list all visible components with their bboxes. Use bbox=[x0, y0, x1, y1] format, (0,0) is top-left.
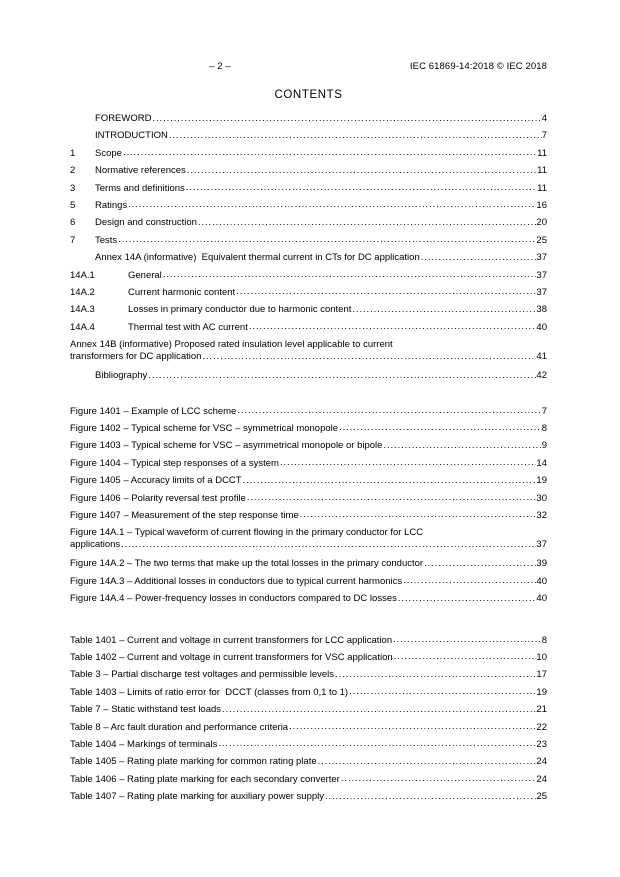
toc-entry[interactable] bbox=[70, 267, 547, 284]
toc-entry-number: 3 bbox=[70, 182, 76, 194]
table-of-contents bbox=[70, 110, 547, 805]
toc-entry-label: Table 7 – Static withstand test loads bbox=[70, 704, 222, 716]
toc-entry[interactable] bbox=[70, 336, 547, 367]
toc-entry-number: 14A.3 bbox=[70, 304, 95, 316]
toc-entry[interactable] bbox=[70, 319, 547, 336]
toc-entry[interactable] bbox=[70, 753, 547, 770]
toc-entry[interactable] bbox=[70, 127, 547, 144]
toc-entry-label-line2: applications bbox=[70, 539, 121, 551]
toc-dot-leader bbox=[289, 718, 536, 735]
toc-entry-page-number: 11 bbox=[537, 182, 547, 194]
toc-entry-page-number: 24 bbox=[536, 773, 547, 785]
toc-entry-label: Thermal test with AC current bbox=[128, 321, 248, 333]
toc-entry-label: Table 1405 – Rating plate marking for common rating plate bbox=[70, 756, 317, 768]
toc-entry-label: Figure 1407 – Measurement of the step response time bbox=[70, 509, 299, 521]
toc-dot-leader bbox=[280, 454, 536, 471]
toc-entry-label: Design and construction bbox=[95, 217, 197, 229]
toc-dot-leader bbox=[236, 283, 536, 300]
page-number-marker: – 2 – bbox=[209, 61, 231, 72]
toc-dot-leader bbox=[186, 179, 537, 196]
toc-entry-page-number: 25 bbox=[536, 791, 547, 803]
toc-dot-leader bbox=[403, 572, 536, 589]
toc-dot-leader bbox=[118, 231, 536, 248]
toc-entry-page-number: 4 bbox=[541, 113, 547, 124]
toc-entry-page-number: 11 bbox=[537, 165, 547, 177]
toc-dot-leader bbox=[300, 506, 537, 523]
toc-dot-leader bbox=[128, 196, 536, 213]
toc-dot-leader bbox=[249, 318, 537, 335]
toc-entry-page-number: 20 bbox=[536, 217, 547, 229]
toc-dot-leader bbox=[394, 648, 537, 665]
toc-dot-leader bbox=[152, 110, 541, 127]
toc-dot-leader bbox=[335, 666, 536, 683]
toc-entry-page-number: 40 bbox=[536, 321, 547, 333]
toc-dot-leader bbox=[218, 735, 536, 752]
toc-dot-leader bbox=[393, 631, 542, 648]
toc-entry[interactable] bbox=[70, 555, 547, 572]
toc-entry-label: Table 1403 – Limits of ratio error for DCCT (classes from 0,1 to 1) bbox=[70, 686, 349, 698]
toc-entry-page-number: 40 bbox=[536, 575, 547, 587]
toc-entry-label: Terms and definitions bbox=[95, 182, 185, 194]
toc-entry-page-number: 8 bbox=[541, 422, 547, 434]
toc-entry-label: Figure 1401 – Example of LCC scheme bbox=[70, 405, 237, 417]
toc-dot-leader bbox=[424, 555, 536, 572]
toc-entry[interactable] bbox=[70, 232, 547, 249]
toc-dot-leader bbox=[339, 419, 542, 436]
toc-entry[interactable] bbox=[70, 455, 547, 472]
toc-entry-label-line1: Annex 14B (informative) Proposed rated insulation level applicable to current bbox=[70, 338, 393, 350]
toc-dot-leader bbox=[325, 788, 536, 805]
toc-entry-page-number: 41 bbox=[536, 351, 547, 363]
toc-group-main bbox=[70, 110, 547, 385]
toc-entry-page-number: 37 bbox=[536, 252, 547, 264]
toc-entry[interactable] bbox=[70, 788, 547, 805]
toc-dot-leader bbox=[163, 266, 537, 283]
toc-entry-label: Table 3 – Partial discharge test voltages and permissible levels bbox=[70, 669, 335, 681]
toc-entry-label: General bbox=[128, 269, 162, 281]
toc-entry[interactable] bbox=[70, 590, 547, 607]
toc-entry[interactable] bbox=[70, 719, 547, 736]
toc-entry[interactable] bbox=[70, 145, 547, 162]
toc-entry-page-number: 32 bbox=[536, 509, 547, 521]
toc-entry-label: Figure 14A.3 – Additional losses in conductors due to typical current harmonics bbox=[70, 575, 403, 587]
page-header bbox=[70, 60, 547, 74]
toc-entry[interactable] bbox=[70, 666, 547, 683]
toc-dot-leader bbox=[187, 162, 537, 179]
toc-entry-number: 5 bbox=[70, 199, 76, 211]
toc-entry-label: Table 1402 – Current and voltage in current transformers for VSC application bbox=[70, 651, 393, 663]
toc-entry-page-number: 37 bbox=[536, 286, 547, 298]
toc-entry-page-number: 9 bbox=[541, 440, 547, 452]
toc-entry-page-number: 30 bbox=[536, 492, 547, 504]
toc-entry-page-number: 37 bbox=[536, 539, 547, 551]
toc-entry-label: Table 1406 – Rating plate marking for each secondary converter bbox=[70, 773, 340, 785]
toc-entry-page-number: 37 bbox=[536, 269, 547, 281]
toc-dot-leader bbox=[237, 402, 541, 419]
toc-entry-label: Figure 1402 – Typical scheme for VSC – symmetrical monopole bbox=[70, 422, 339, 434]
toc-entry-page-number: 38 bbox=[536, 304, 547, 316]
toc-entry[interactable] bbox=[70, 301, 547, 318]
toc-entry-label: Figure 14A.2 – The two terms that make up the total losses in the primary conductor bbox=[70, 558, 424, 570]
toc-entry[interactable] bbox=[70, 632, 547, 649]
toc-entry-label: Table 8 – Arc fault duration and performance criteria bbox=[70, 721, 289, 733]
toc-group-figures bbox=[70, 403, 547, 608]
toc-dot-leader bbox=[421, 249, 537, 266]
toc-entry-label: Figure 1403 – Typical scheme for VSC – asymmetrical monopole or bipole bbox=[70, 440, 383, 452]
toc-entry[interactable] bbox=[70, 110, 547, 127]
toc-entry-page-number: 14 bbox=[536, 457, 547, 469]
toc-entry-label: Bibliography bbox=[95, 370, 148, 382]
toc-entry-number: 2 bbox=[70, 165, 76, 177]
toc-entry-label: Table 1401 – Current and voltage in current transformers for LCC application bbox=[70, 634, 393, 646]
toc-entry-page-number: 7 bbox=[541, 405, 547, 417]
page-title: CONTENTS bbox=[274, 89, 343, 101]
toc-entry-page-number: 19 bbox=[536, 686, 547, 698]
toc-entry[interactable] bbox=[70, 736, 547, 753]
toc-dot-leader bbox=[198, 214, 537, 231]
toc-entry[interactable] bbox=[70, 573, 547, 590]
toc-entry[interactable] bbox=[70, 701, 547, 718]
toc-entry-number: 7 bbox=[70, 234, 76, 246]
toc-entry-label: FOREWORD bbox=[95, 113, 152, 124]
toc-dot-leader bbox=[202, 350, 536, 364]
toc-dot-leader bbox=[383, 437, 541, 454]
toc-entry-page-number: 25 bbox=[536, 234, 547, 246]
toc-entry-number: 14A.4 bbox=[70, 321, 95, 333]
toc-entry-number: 14A.1 bbox=[70, 269, 95, 281]
toc-entry-number: 6 bbox=[70, 217, 76, 229]
toc-entry-label: Losses in primary conductor due to harmonic content bbox=[128, 304, 352, 316]
document-reference: IEC 61869-14:2018 © IEC 2018 bbox=[409, 61, 547, 72]
toc-entry[interactable] bbox=[70, 403, 547, 420]
toc-entry-page-number: 16 bbox=[536, 199, 547, 211]
toc-entry[interactable] bbox=[70, 180, 547, 197]
toc-entry[interactable] bbox=[70, 249, 547, 266]
toc-dot-leader bbox=[121, 538, 536, 552]
toc-dot-leader bbox=[123, 144, 537, 161]
toc-entry-label-line1: Figure 14A.1 – Typical waveform of current flowing in the primary conductor for LCC bbox=[70, 526, 424, 538]
toc-entry-label: Figure 1406 – Polarity reversal test profile bbox=[70, 492, 246, 504]
toc-entry-page-number: 11 bbox=[537, 147, 547, 159]
toc-entry-number: 1 bbox=[70, 147, 76, 159]
toc-entry-page-number: 22 bbox=[536, 721, 547, 733]
toc-entry-label: Figure 1404 – Typical step responses of a system bbox=[70, 457, 279, 469]
toc-entry-page-number: 23 bbox=[536, 738, 547, 750]
toc-dot-leader bbox=[352, 301, 536, 318]
toc-entry[interactable] bbox=[70, 162, 547, 179]
toc-entry-page-number: 21 bbox=[536, 704, 547, 716]
toc-entry[interactable] bbox=[70, 284, 547, 301]
toc-dot-leader bbox=[341, 770, 537, 787]
toc-entry[interactable] bbox=[70, 197, 547, 214]
toc-entry-label: Annex 14A (informative) Equivalent thermal current in CTs for DC application bbox=[95, 252, 420, 264]
toc-entry-label: Normative references bbox=[95, 165, 186, 177]
toc-dot-leader bbox=[398, 590, 537, 607]
toc-entry-label: Figure 1405 – Accuracy limits of a DCCT bbox=[70, 475, 242, 487]
toc-entry[interactable] bbox=[70, 649, 547, 666]
toc-entry[interactable] bbox=[70, 771, 547, 788]
toc-entry-page-number: 7 bbox=[541, 130, 547, 142]
toc-entry[interactable] bbox=[70, 507, 547, 524]
toc-entry-label: INTRODUCTION bbox=[95, 130, 168, 142]
toc-entry[interactable] bbox=[70, 524, 547, 555]
toc-entry-label: Current harmonic content bbox=[128, 286, 236, 298]
toc-entry-page-number: 10 bbox=[536, 651, 547, 663]
toc-entry-label: Table 1404 – Markings of terminals bbox=[70, 738, 218, 750]
toc-dot-leader bbox=[318, 753, 537, 770]
toc-entry[interactable] bbox=[70, 214, 547, 231]
toc-entry-label: Scope bbox=[95, 147, 122, 159]
toc-entry-label-line2: transformers for DC application bbox=[70, 351, 202, 363]
toc-entry-page-number: 24 bbox=[536, 756, 547, 768]
toc-dot-leader bbox=[148, 367, 536, 384]
toc-entry-label: Ratings bbox=[95, 199, 128, 211]
toc-dot-leader bbox=[222, 701, 536, 718]
toc-entry-page-number: 17 bbox=[536, 669, 547, 681]
toc-group-tables bbox=[70, 632, 547, 806]
toc-entry-label: Figure 14A.4 – Power-frequency losses in conductors compared to DC losses bbox=[70, 593, 397, 605]
toc-entry[interactable] bbox=[70, 420, 547, 437]
toc-entry[interactable] bbox=[70, 472, 547, 489]
toc-entry-page-number: 40 bbox=[536, 593, 547, 605]
toc-dot-leader bbox=[247, 489, 537, 506]
toc-entry-label: Table 1407 – Rating plate marking for auxiliary power supply bbox=[70, 791, 324, 803]
toc-dot-leader bbox=[169, 127, 542, 144]
toc-entry-page-number: 8 bbox=[541, 634, 547, 646]
toc-entry-page-number: 42 bbox=[536, 370, 547, 382]
toc-entry-page-number: 19 bbox=[536, 475, 547, 487]
toc-entry[interactable] bbox=[70, 490, 547, 507]
toc-entry[interactable] bbox=[70, 437, 547, 454]
toc-entry[interactable] bbox=[70, 684, 547, 701]
toc-entry-number: 14A.2 bbox=[70, 286, 95, 298]
toc-dot-leader bbox=[243, 472, 537, 489]
toc-entry-label: Tests bbox=[95, 234, 118, 246]
toc-dot-leader bbox=[349, 683, 536, 700]
toc-entry-page-number: 39 bbox=[536, 558, 547, 570]
toc-entry[interactable] bbox=[70, 367, 547, 384]
